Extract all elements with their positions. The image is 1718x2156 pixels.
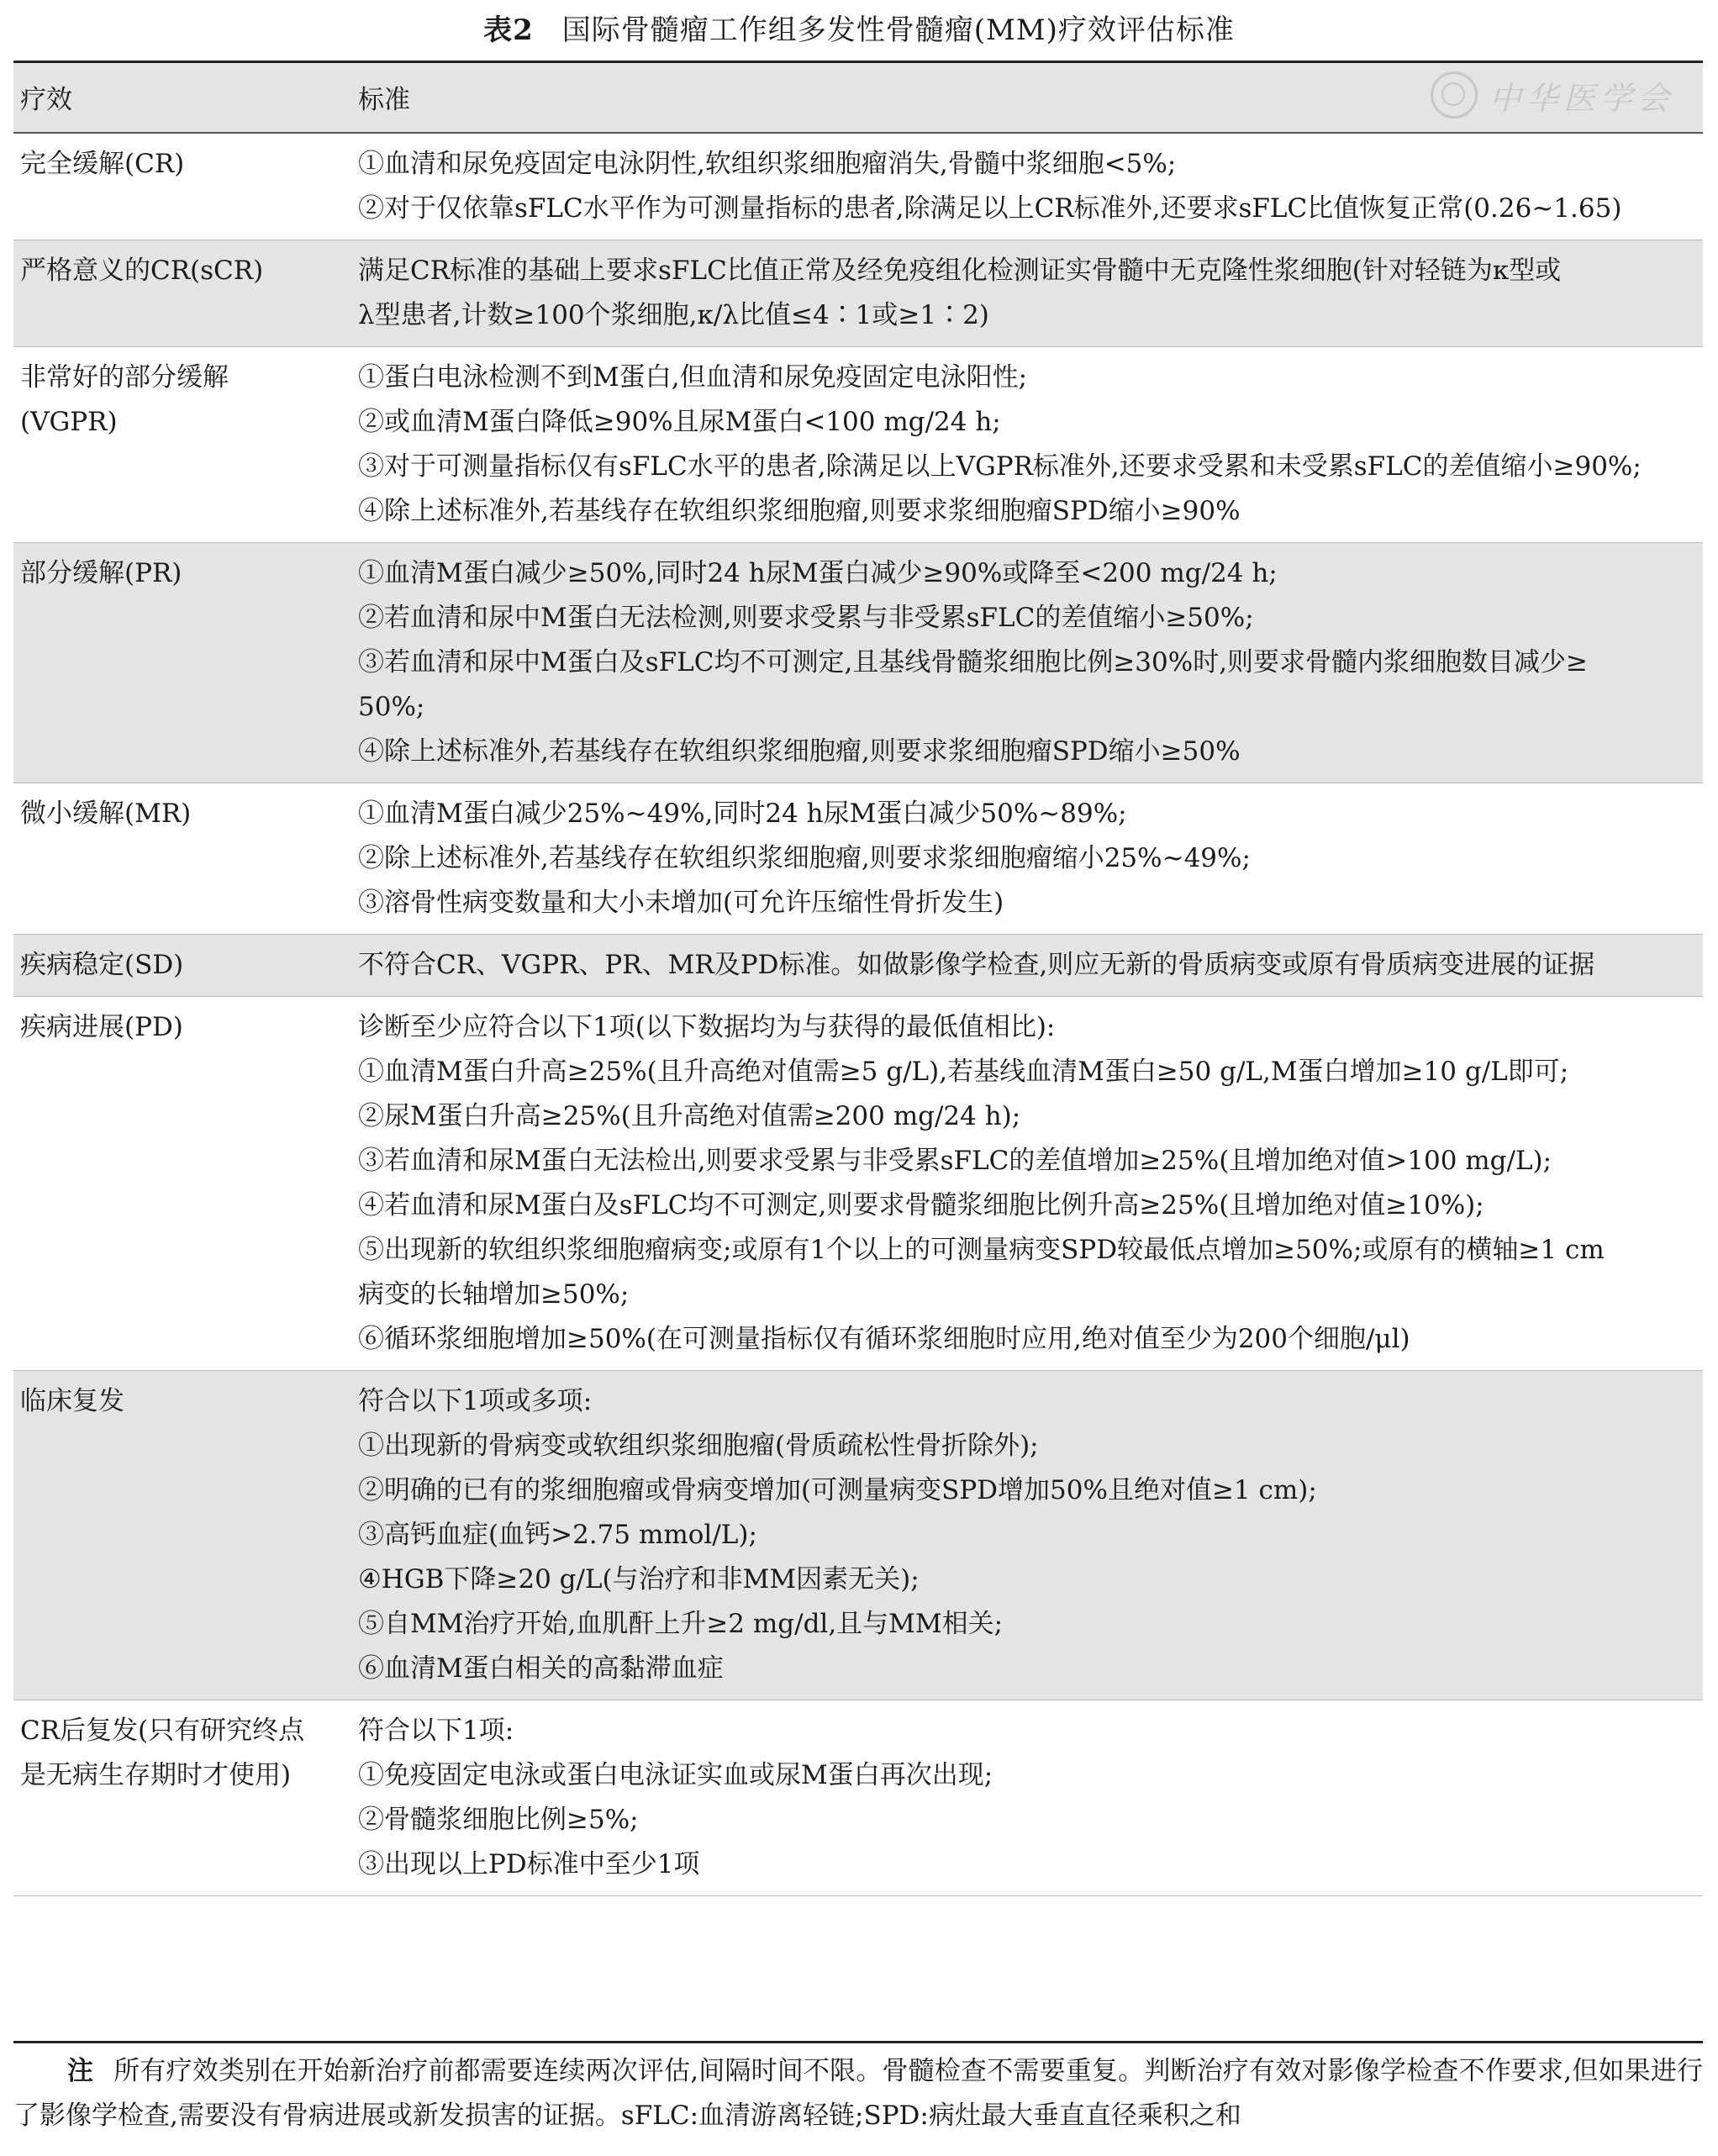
criteria-line: 不符合CR、VGPR、PR、MR及PD标准。如做影像学检查,则应无新的骨质病变或原有骨质病变进展的证据 xyxy=(358,950,1595,980)
criteria-cell xyxy=(358,347,1694,542)
criteria-line: 诊断至少应符合以下1项(以下数据均为与获得的最低值相比): xyxy=(358,1012,1056,1042)
table-footnote xyxy=(13,2049,1703,2138)
table-row xyxy=(13,935,1703,997)
table-header xyxy=(13,63,1703,134)
efficacy-category: 临床复发 xyxy=(20,1386,124,1416)
criteria-line: ②明确的已有的浆细胞瘤或骨病变增加(可测量病变SPD增加50%且绝对值≥1 cm); xyxy=(358,1475,1317,1505)
efficacy-category: 严格意义的CR(sCR) xyxy=(20,256,264,286)
criteria-cell xyxy=(358,240,1694,346)
table-row xyxy=(13,997,1703,1371)
table-row xyxy=(13,543,1703,783)
criteria-line: ①血清和尿免疫固定电泳阴性,软组织浆细胞瘤消失,骨髓中浆细胞<5%; xyxy=(358,149,1177,179)
criteria-cell xyxy=(358,935,1694,996)
footnote-text: 所有疗效类别在开始新治疗前都需要连续两次评估,间隔时间不限。骨髓检查不需要重复。判断治疗有效对影像学检查不作要求,但如果进行了影像学检查,需要没有骨病进展或新发损害的证据。sFLC:血清游离轻链;SPD:病灶最大垂直直径乘积之和 xyxy=(13,2056,1704,2131)
seal-icon xyxy=(1431,71,1478,119)
criteria-line: ④除上述标准外,若基线存在软组织浆细胞瘤,则要求浆细胞瘤SPD缩小≥90% xyxy=(358,496,1241,526)
criteria-line: ②若血清和尿中M蛋白无法检测,则要求受累与非受累sFLC的差值缩小≥50%; xyxy=(358,603,1254,633)
table-row xyxy=(13,1371,1703,1700)
criteria-cell xyxy=(358,543,1694,783)
table-body xyxy=(13,134,1703,1896)
criteria-cell xyxy=(358,134,1694,240)
table-row xyxy=(13,347,1703,543)
criteria-line: ①血清M蛋白减少25%~49%,同时24 h尿M蛋白减少50%~89%; xyxy=(358,799,1127,829)
table-title xyxy=(0,8,1718,52)
criteria-line: ④若血清和尿M蛋白及sFLC均不可测定,则要求骨髓浆细胞比例升高≥25%(且增加绝对值≥10%); xyxy=(358,1190,1484,1220)
criteria-cell xyxy=(358,1700,1694,1895)
efficacy-category: 疾病稳定(SD) xyxy=(20,950,184,980)
table-number: 表2 xyxy=(483,13,534,47)
criteria-line: ④HGB下降≥20 g/L(与治疗和非MM因素无关); xyxy=(358,1564,920,1595)
criteria-line: 满足CR标准的基础上要求sFLC比值正常及经免疫组化检测证实骨髓中无克隆性浆细胞(针对轻链为κ型或 xyxy=(358,256,1562,286)
criteria-line: ⑤自MM治疗开始,血肌酐上升≥2 mg/dl,且与MM相关; xyxy=(358,1609,1004,1639)
criteria-line: ③出现以上PD标准中至少1项 xyxy=(358,1849,700,1879)
criteria-line: ③若血清和尿中M蛋白及sFLC均不可测定,且基线骨髓浆细胞比例≥30%时,则要求骨髓内浆细胞数目减少≥ xyxy=(358,647,1589,677)
watermark-text: 中华医学会 xyxy=(1489,79,1674,117)
criteria-line: ④除上述标准外,若基线存在软组织浆细胞瘤,则要求浆细胞瘤SPD缩小≥50% xyxy=(358,736,1241,767)
criteria-line: ①血清M蛋白升高≥25%(且升高绝对值需≥5 g/L),若基线血清M蛋白≥50 g/L,M蛋白增加≥10 g/L即可; xyxy=(358,1057,1569,1087)
criteria-line: 符合以下1项: xyxy=(358,1716,514,1746)
criteria-line: ③高钙血症(血钙>2.75 mmol/L); xyxy=(358,1520,757,1550)
criteria-line: ⑥血清M蛋白相关的高黏滞血症 xyxy=(358,1653,724,1684)
table-title-text: 国际骨髓瘤工作组多发性骨髓瘤(MM)疗效评估标准 xyxy=(561,13,1235,47)
criteria-line: 50%; xyxy=(358,692,425,722)
efficacy-category: 部分缓解(PR) xyxy=(20,558,182,588)
criteria-line: ①出现新的骨病变或软组织浆细胞瘤(骨质疏松性骨折除外); xyxy=(358,1431,1039,1461)
criteria-line: ②除上述标准外,若基线存在软组织浆细胞瘤,则要求浆细胞瘤缩小25%~49%; xyxy=(358,843,1251,873)
header-efficacy: 疗效 xyxy=(20,85,72,115)
table-row xyxy=(13,240,1703,347)
table-row xyxy=(13,134,1703,240)
criteria-line: ①蛋白电泳检测不到M蛋白,但血清和尿免疫固定电泳阳性; xyxy=(358,362,1028,393)
criteria-line: ②尿M蛋白升高≥25%(且升高绝对值需≥200 mg/24 h); xyxy=(358,1101,1021,1131)
efficacy-category: CR后复发(只有研究终点 是无病生存期时才使用) xyxy=(20,1716,305,1790)
criteria-line: ⑤出现新的软组织浆细胞瘤病变;或原有1个以上的可测量病变SPD较最低点增加≥50%;或原有的横轴≥1 cm xyxy=(358,1235,1605,1265)
footnote-label: 注 xyxy=(67,2056,94,2086)
criteria-line: ⑥循环浆细胞增加≥50%(在可测量指标仅有循环浆细胞时应用,绝对值至少为200个细胞/μl) xyxy=(358,1324,1410,1354)
criteria-line: ③溶骨性病变数量和大小未增加(可允许压缩性骨折发生) xyxy=(358,888,1004,918)
table-row xyxy=(13,783,1703,935)
efficacy-category: 疾病进展(PD) xyxy=(20,1012,183,1042)
efficacy-category: 完全缓解(CR) xyxy=(20,149,185,179)
criteria-line: ③对于可测量指标仅有sFLC水平的患者,除满足以上VGPR标准外,还要求受累和未受累sFLC的差值缩小≥90%; xyxy=(358,451,1642,482)
criteria-line: ①血清M蛋白减少≥50%,同时24 h尿M蛋白减少≥90%或降至<200 mg/24 h; xyxy=(358,558,1278,588)
efficacy-category: 非常好的部分缓解 (VGPR) xyxy=(20,362,229,437)
criteria-line: ②对于仅依靠sFLC水平作为可测量指标的患者,除满足以上CR标准外,还要求sFLC比值恢复正常(0.26~1.65) xyxy=(358,193,1622,224)
efficacy-category: 微小缓解(MR) xyxy=(20,799,192,829)
criteria-cell xyxy=(358,1371,1694,1700)
table-row xyxy=(13,1700,1703,1896)
criteria-line: ①免疫固定电泳或蛋白电泳证实血或尿M蛋白再次出现; xyxy=(358,1760,993,1790)
table-bottom-rule xyxy=(13,2041,1703,2043)
criteria-cell xyxy=(358,997,1694,1370)
criteria-line: 病变的长轴增加≥50%; xyxy=(358,1279,630,1310)
criteria-line: 符合以下1项或多项: xyxy=(358,1386,593,1416)
criteria-line: ③若血清和尿M蛋白无法检出,则要求受累与非受累sFLC的差值增加≥25%(且增加绝对值>100 mg/L); xyxy=(358,1146,1552,1176)
criteria-line: ②或血清M蛋白降低≥90%且尿M蛋白<100 mg/24 h; xyxy=(358,407,1001,437)
header-criteria: 标准 xyxy=(358,85,410,115)
criteria-line: λ型患者,计数≥100个浆细胞,κ/λ比值≤4∶1或≥1∶2) xyxy=(358,300,989,330)
publisher-watermark xyxy=(1431,71,1674,119)
criteria-line: ②骨髓浆细胞比例≥5%; xyxy=(358,1805,639,1835)
criteria-cell xyxy=(358,783,1694,934)
